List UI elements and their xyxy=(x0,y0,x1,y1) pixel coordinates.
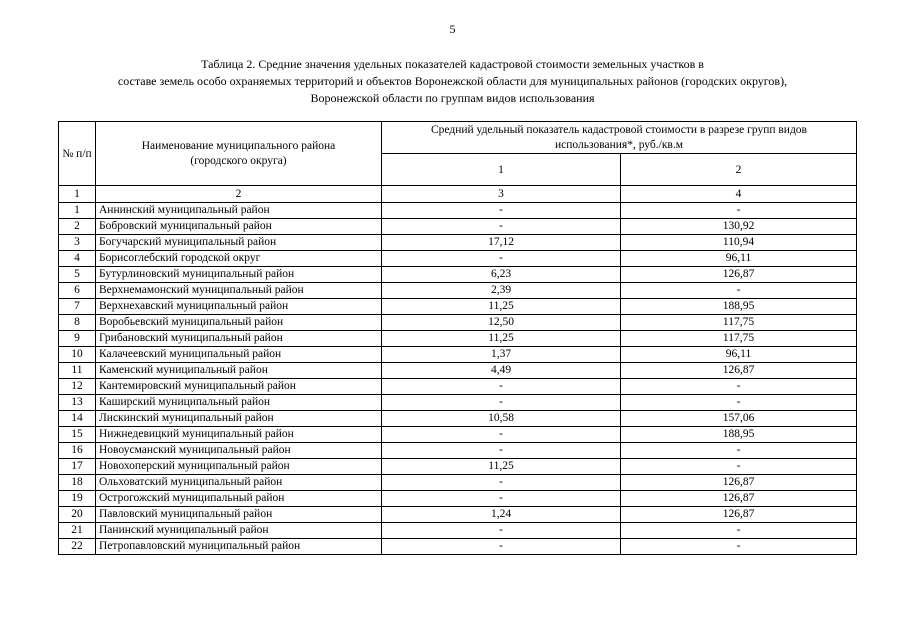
table-row xyxy=(59,523,857,539)
row-number: 6 xyxy=(59,283,96,299)
page-number: 5 xyxy=(449,22,456,36)
table-row xyxy=(59,411,857,427)
value-group-2: - xyxy=(621,283,857,299)
title-line: Воронежской области по группам видов использования xyxy=(310,91,595,105)
value-group-2: 188,95 xyxy=(621,299,857,315)
column-index-row xyxy=(59,186,857,203)
value-group-2: 130,92 xyxy=(621,219,857,235)
value-group-1: - xyxy=(382,475,621,491)
value-group-1: - xyxy=(382,443,621,459)
row-number: 5 xyxy=(59,267,96,283)
row-number: 3 xyxy=(59,235,96,251)
value-group-2: 110,94 xyxy=(621,235,857,251)
table-row xyxy=(59,395,857,411)
district-name: Верхнемамонский муниципальный район xyxy=(96,283,382,299)
district-name: Петропавловский муниципальный район xyxy=(96,539,382,555)
row-number: 2 xyxy=(59,219,96,235)
row-number: 18 xyxy=(59,475,96,491)
value-group-1: 11,25 xyxy=(382,459,621,475)
table-row xyxy=(59,491,857,507)
table-row xyxy=(59,299,857,315)
row-number: 21 xyxy=(59,523,96,539)
value-group-2: 126,87 xyxy=(621,475,857,491)
table-row xyxy=(59,443,857,459)
value-group-2: 188,95 xyxy=(621,427,857,443)
district-name: Нижнедевицкий муниципальный район xyxy=(96,427,382,443)
row-number: 1 xyxy=(59,203,96,219)
row-number: 9 xyxy=(59,331,96,347)
row-number: 17 xyxy=(59,459,96,475)
row-number: 11 xyxy=(59,363,96,379)
district-name: Лискинский муниципальный район xyxy=(96,411,382,427)
row-number: 22 xyxy=(59,539,96,555)
row-number: 13 xyxy=(59,395,96,411)
row-number: 14 xyxy=(59,411,96,427)
district-name: Острогожский муниципальный район xyxy=(96,491,382,507)
district-name: Калачеевский муниципальный район xyxy=(96,347,382,363)
row-number: 15 xyxy=(59,427,96,443)
title-line: составе земель особо охраняемых территорий и объектов Воронежской области для муниципальных районов (городских округов), xyxy=(117,74,788,88)
value-group-1: - xyxy=(382,219,621,235)
value-group-1: 6,23 xyxy=(382,267,621,283)
value-group-2: 96,11 xyxy=(621,251,857,267)
header-group-1: 1 xyxy=(382,154,621,186)
row-number: 19 xyxy=(59,491,96,507)
value-group-1: - xyxy=(382,491,621,507)
value-group-1: 1,24 xyxy=(382,507,621,523)
district-name: Богучарский муниципальный район xyxy=(96,235,382,251)
value-group-2: - xyxy=(621,539,857,555)
value-group-2: 157,06 xyxy=(621,411,857,427)
district-name: Ольховатский муниципальный район xyxy=(96,475,382,491)
cadastral-value-table xyxy=(58,121,857,555)
value-group-2: 126,87 xyxy=(621,507,857,523)
value-group-1: 12,50 xyxy=(382,315,621,331)
title-line: Таблица 2. Средние значения удельных показателей кадастровой стоимости земельных участков в xyxy=(201,57,704,71)
row-number: 20 xyxy=(59,507,96,523)
value-group-2: 126,87 xyxy=(621,267,857,283)
value-group-1: 11,25 xyxy=(382,299,621,315)
table-row xyxy=(59,315,857,331)
table-row xyxy=(59,363,857,379)
table-row xyxy=(59,235,857,251)
district-name: Воробьевский муниципальный район xyxy=(96,315,382,331)
district-name: Бутурлиновский муниципальный район xyxy=(96,267,382,283)
district-name: Новоусманский муниципальный район xyxy=(96,443,382,459)
table-row xyxy=(59,267,857,283)
value-group-2: 117,75 xyxy=(621,331,857,347)
district-name: Каменский муниципальный район xyxy=(96,363,382,379)
table-row xyxy=(59,507,857,523)
district-name: Грибановский муниципальный район xyxy=(96,331,382,347)
table-title xyxy=(40,56,865,107)
table-row xyxy=(59,459,857,475)
district-name: Павловский муниципальный район xyxy=(96,507,382,523)
value-group-2: 126,87 xyxy=(621,363,857,379)
table-row xyxy=(59,379,857,395)
header-group: Средний удельный показатель кадастровой стоимости в разрезе групп видов использования*, руб./кв.м xyxy=(382,122,857,154)
value-group-1: 4,49 xyxy=(382,363,621,379)
value-group-1: - xyxy=(382,427,621,443)
value-group-1: - xyxy=(382,203,621,219)
value-group-2: - xyxy=(621,379,857,395)
row-number: 4 xyxy=(59,251,96,267)
value-group-2: 96,11 xyxy=(621,347,857,363)
value-group-2: - xyxy=(621,443,857,459)
value-group-1: 11,25 xyxy=(382,331,621,347)
value-group-1: - xyxy=(382,523,621,539)
value-group-1: - xyxy=(382,539,621,555)
table-row xyxy=(59,539,857,555)
value-group-1: 17,12 xyxy=(382,235,621,251)
value-group-2: 117,75 xyxy=(621,315,857,331)
district-name: Бобровский муниципальный район xyxy=(96,219,382,235)
table-row xyxy=(59,347,857,363)
header-num: № п/п xyxy=(59,122,96,186)
row-number: 10 xyxy=(59,347,96,363)
table-row xyxy=(59,475,857,491)
value-group-1: 10,58 xyxy=(382,411,621,427)
value-group-1: - xyxy=(382,395,621,411)
district-name: Панинский муниципальный район xyxy=(96,523,382,539)
table-row xyxy=(59,219,857,235)
value-group-1: 2,39 xyxy=(382,283,621,299)
column-index: 2 xyxy=(96,186,382,203)
table-row xyxy=(59,427,857,443)
header-name: Наименование муниципального района (городского округа) xyxy=(96,122,382,186)
column-index: 1 xyxy=(59,186,96,203)
column-index: 3 xyxy=(382,186,621,203)
header-group-2: 2 xyxy=(621,154,857,186)
table-row xyxy=(59,251,857,267)
row-number: 8 xyxy=(59,315,96,331)
value-group-1: - xyxy=(382,251,621,267)
district-name: Кантемировский муниципальный район xyxy=(96,379,382,395)
district-name: Каширский муниципальный район xyxy=(96,395,382,411)
value-group-2: - xyxy=(621,395,857,411)
row-number: 12 xyxy=(59,379,96,395)
row-number: 16 xyxy=(59,443,96,459)
table-row xyxy=(59,283,857,299)
value-group-1: 1,37 xyxy=(382,347,621,363)
district-name: Аннинский муниципальный район xyxy=(96,203,382,219)
table-row xyxy=(59,331,857,347)
value-group-2: 126,87 xyxy=(621,491,857,507)
table-row xyxy=(59,203,857,219)
district-name: Борисоглебский городской округ xyxy=(96,251,382,267)
district-name: Новохоперский муниципальный район xyxy=(96,459,382,475)
value-group-2: - xyxy=(621,203,857,219)
value-group-2: - xyxy=(621,459,857,475)
value-group-1: - xyxy=(382,379,621,395)
district-name: Верхнехавский муниципальный район xyxy=(96,299,382,315)
row-number: 7 xyxy=(59,299,96,315)
value-group-2: - xyxy=(621,523,857,539)
column-index: 4 xyxy=(621,186,857,203)
